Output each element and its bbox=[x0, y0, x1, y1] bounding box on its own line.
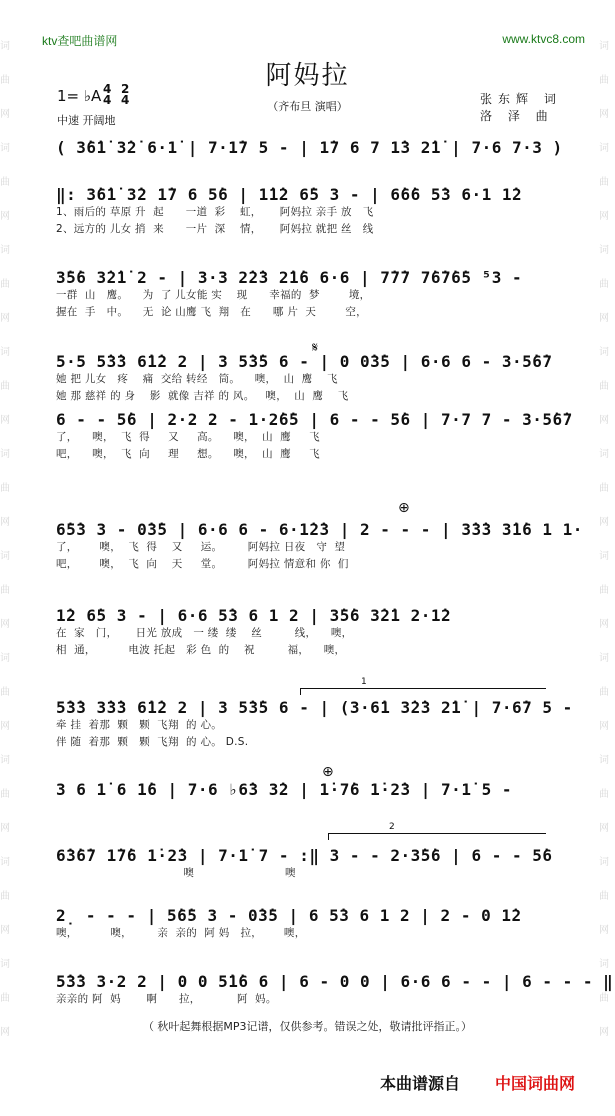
notes-line: ‖: 3̇6̇1̇ 3̇2 1̇7 6 5̇6 | 1̇1̇2 6̇5 3 - | 6̇6̇6 5̇3 6·1 1̇2 bbox=[56, 185, 523, 204]
watermark-left: ktv查吧曲谱网 bbox=[42, 34, 118, 48]
score-system-6 bbox=[56, 520, 583, 573]
side-watermark-left: 词曲网词曲网词曲网词曲网词曲网词曲网词曲网词曲网词曲网词曲网 bbox=[0, 41, 10, 1038]
tempo-marking: 中速 开阔地 bbox=[57, 114, 116, 127]
notes-line: 5·5 5̇3̇3 6̇1̇2 2 | 3 5̇3̇5 6 - | 0 0̇3̇5 | 6·6 6 - 3·5̇6̇7 bbox=[56, 352, 553, 371]
score-system-10 bbox=[56, 846, 556, 882]
lyrics-verse-2: 2、远方的 儿女 捎 来 一片 深 情， 阿妈拉 就把 丝 线 bbox=[56, 223, 374, 235]
meter-a-top: 4 bbox=[103, 82, 112, 96]
key-signature: 1= ♭A bbox=[57, 87, 102, 105]
notes-line: 2̣ - - - | 5̇6̇5 3 - 0̇3̇5 | 6 5̇3 6 1 2 | 2 - 0 1̇2 bbox=[56, 906, 522, 925]
lyrics-verse-2: 握在 手 中。 无 论 山鹰 飞 翔 在 哪 片 天 空， bbox=[56, 306, 367, 318]
watermark-right: www.ktvc8.com bbox=[502, 32, 585, 46]
notes-line: 6̇3̇6̇7 1̇7̇6 1̇·2̇3 | 7·1̇ 7 - :‖ 3 - - 2·3̇5̇6 | 6 - - 5̇6 bbox=[56, 846, 553, 865]
score-system-9 bbox=[56, 780, 556, 799]
side-watermark-right: 词曲网词曲网词曲网词曲网词曲网词曲网词曲网词曲网词曲网词曲网 bbox=[599, 41, 609, 1038]
notes-line: 6 - - 5̇6 | 2·2 2 - 1·2̇6̇5 | 6 - - 5̇6 | 7·7 7 - 3·5̇6̇7 bbox=[56, 410, 573, 429]
score-system-3 bbox=[56, 268, 556, 321]
lyrics-verse-2: 吧， 噢， 飞 向 天 堂。 阿妈拉 情意和 你 们 bbox=[56, 558, 349, 570]
volta-bracket-1 bbox=[300, 677, 546, 695]
lyrics-verse-1: 噢， 噢， 亲 亲的 阿 妈 拉， 噢， bbox=[56, 927, 306, 939]
lyrics-verse-1: 亲亲的 阿 妈 啊 拉， 阿 妈。 bbox=[56, 993, 277, 1005]
lyrics-verse-2: 伴 随 着那 颗 颗 飞翔 的 心。 D.S. bbox=[56, 736, 249, 748]
notes-line: 1̇2 6̇5 3 - | 6·6 5̇3 6 1 2 | 3̇5̇6 3̇2̇1 2·1̇2 bbox=[56, 606, 452, 625]
score-system-11 bbox=[56, 906, 556, 942]
transcriber-note: （ 秋叶起舞根据MP3记谱，仅供参考。错误之处，敬请批评指正。） bbox=[142, 1020, 473, 1033]
score-system-8 bbox=[56, 698, 573, 751]
score-system-7 bbox=[56, 606, 556, 659]
lyrics-verse-1: 1、雨后的 草原 升 起 一道 彩 虹， 阿妈拉 亲手 放 飞 bbox=[56, 206, 374, 218]
notes-line: 3 6 1̇ 6 1̇6 | 7·6 ♭6̇3 3̇2 | 1̇·7̇6 1̇·2̇3 | 7·1̇ 5 - bbox=[56, 780, 512, 799]
volta-2-label: 2 bbox=[389, 822, 395, 832]
coda-sign: ⊕ bbox=[398, 500, 410, 516]
notes-line: 5̇3̇3 3̇3̇3 6̇1̇2 2 | 3 5̇3̇5 6 - | (3·6̇1 3̇2̇3 2̇1̇ | 7·6̇7 5 - bbox=[56, 698, 573, 717]
segno-sign: 𝄋 bbox=[312, 340, 319, 356]
lyrics-verse-1: 她 把 儿女 疼 痛 交给 转经 筒。 噢， 山 鹰 飞 bbox=[56, 373, 338, 385]
lyrics-verse-2: 吧， 噢， 飞 向 理 想。 噢， 山 鹰 飞 bbox=[56, 448, 320, 460]
score-system-1 bbox=[56, 138, 563, 157]
notes-line: 6̇5̇3 3 - 0̇3̇5 | 6·6 6 - 6·1̇2̇3 | 2 - - - | 3̇3̇3 3̇1̇6 1 1· bbox=[56, 520, 583, 539]
volta-bracket-2 bbox=[328, 822, 546, 840]
lyrics-verse-1: 在 家 门， 日光 放成 一 缕 缕 丝 线， 噢， bbox=[56, 627, 353, 639]
source-label: 本曲谱源自 bbox=[380, 1074, 461, 1093]
score-system-4 bbox=[56, 352, 556, 405]
score-system-5 bbox=[56, 410, 573, 463]
coda-sign-2: ⊕ bbox=[322, 764, 334, 780]
notes-line: 5̇3̇3 3·2 2 | 0 0 5̇1̇6 6 | 6 - 0 0 | 6·6 6 - - | 6 - - - ‖ bbox=[56, 972, 614, 991]
notes-line: 3̇5̇6 3̇2̇1̇ 2 - | 3·3 2̇2̇3 2̇1̇6 6·6 | 7̇7̇7 7̇6̇7̇6̇5 ⁵3 - bbox=[56, 268, 523, 287]
lyrics-verse-1: 噢 噢 bbox=[56, 867, 296, 879]
lyricist-credit: 张东辉 词 bbox=[480, 92, 562, 106]
time-signature-a bbox=[103, 84, 111, 106]
lyrics-verse-2: 相 通， 电波 托起 彩 色 的 祝 福， 噢， bbox=[56, 644, 346, 656]
meter-b-top: 2 bbox=[121, 82, 130, 96]
notes-line: ( 3̇6̇1̇ 3̇2̇ 6·1̇ | 7·1̇7 5 - | 1̇7 6 7 1̇3 2̇1̇ | 7·6 7·3 ) bbox=[56, 138, 563, 157]
lyrics-verse-2: 她 那 慈祥 的 身 影 就像 吉祥 的 风。 噢， 山 鹰 飞 bbox=[56, 390, 349, 402]
time-signature-b bbox=[121, 84, 129, 106]
lyrics-verse-1: 牵 挂 着那 颗 颗 飞翔 的 心。 bbox=[56, 719, 223, 731]
lyrics-verse-1: 了， 噢， 飞 得 又 高。 噢， 山 鹰 飞 bbox=[56, 431, 320, 443]
meter-b-bottom: 4 bbox=[121, 93, 130, 107]
lyrics-verse-1: 一群 山 鹰。 为 了 儿女能 实 现 幸福的 梦 境， bbox=[56, 289, 371, 301]
score-system-2 bbox=[56, 185, 556, 238]
score-system-12 bbox=[56, 972, 614, 1008]
volta-1-label: 1 bbox=[361, 677, 367, 687]
song-title: 阿妈拉 bbox=[265, 61, 350, 91]
source-site-link[interactable]: 中国词曲网 bbox=[495, 1074, 576, 1093]
performer-credit: （齐布旦 演唱） bbox=[267, 100, 348, 113]
lyrics-verse-1: 了， 噢， 飞 得 又 运。 阿妈拉 日夜 守 望 bbox=[56, 541, 346, 553]
meter-a-bottom: 4 bbox=[103, 93, 112, 107]
composer-credit: 洛 泽 曲 bbox=[480, 109, 554, 123]
